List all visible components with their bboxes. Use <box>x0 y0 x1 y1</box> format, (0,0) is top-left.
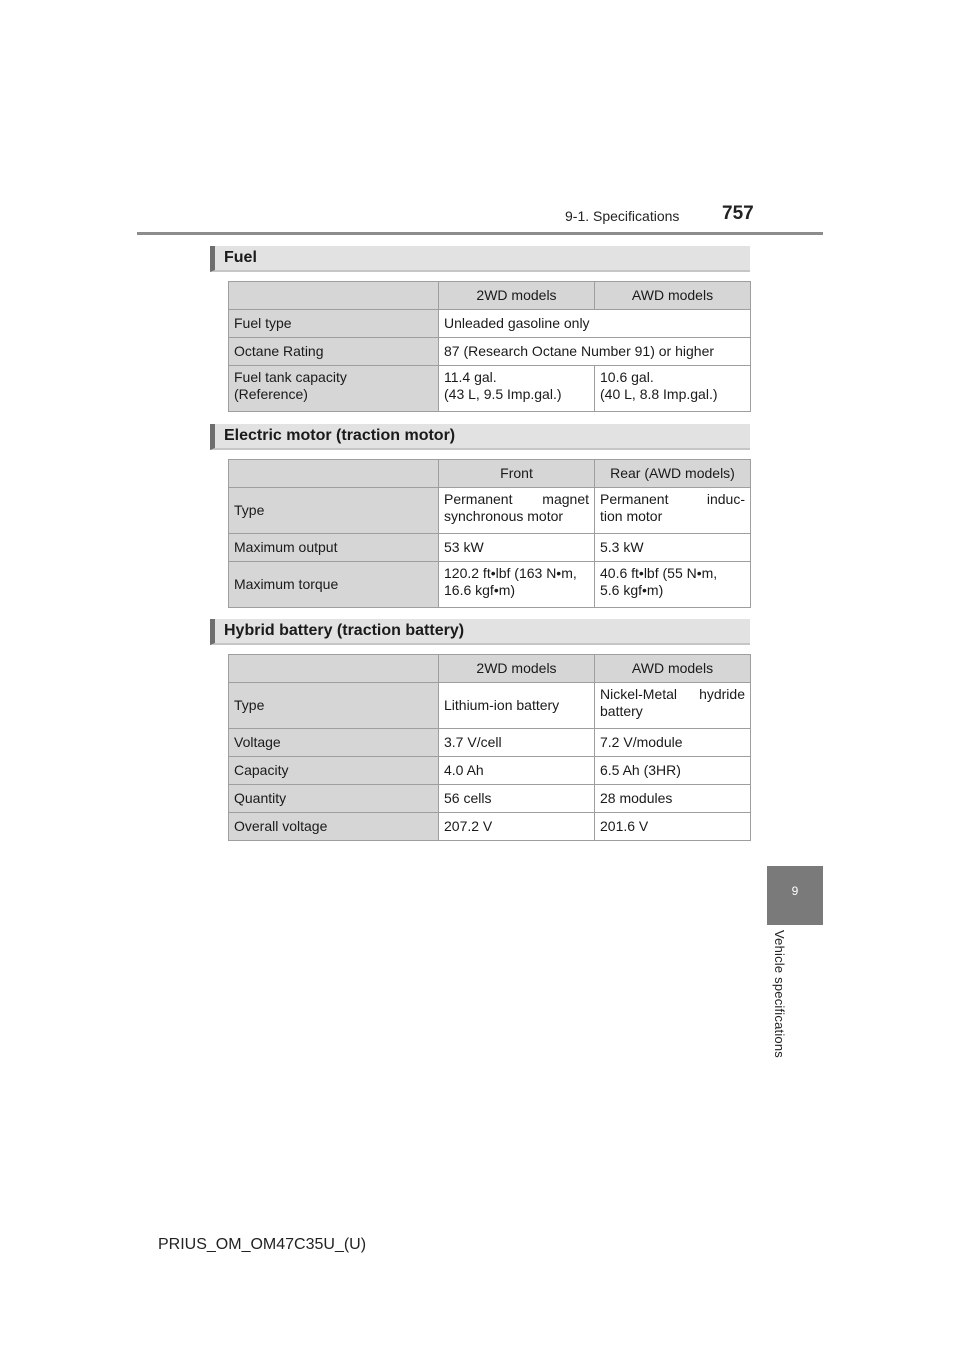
label-line: Fuel tank capacity <box>234 369 347 385</box>
table-row <box>229 813 751 841</box>
cell-line: (43 L, 9.5 Imp.gal.) <box>444 386 562 402</box>
table-cell: 53 kW <box>439 534 595 562</box>
battery-section-title: Hybrid battery (traction battery) <box>224 622 465 639</box>
table-cell <box>595 683 751 729</box>
table-cell: Unleaded gasoline only <box>439 310 751 338</box>
table-cell: 201.6 V <box>595 813 751 841</box>
table-header-row <box>229 655 751 683</box>
table-row <box>229 683 751 729</box>
row-label: Maximum output <box>229 534 439 562</box>
table-row <box>229 310 751 338</box>
header-cell: AWD models <box>595 655 751 683</box>
cell-line: Permanent induc- <box>600 491 745 507</box>
row-label: Overall voltage <box>229 813 439 841</box>
battery-table <box>228 654 751 841</box>
header-cell <box>229 460 439 488</box>
header-cell: 2WD models <box>439 282 595 310</box>
cell-line: 10.6 gal. <box>600 369 654 385</box>
fuel-table <box>228 281 751 412</box>
table-cell: 3.7 V/cell <box>439 729 595 757</box>
motor-section-heading <box>210 424 750 450</box>
table-cell <box>439 562 595 608</box>
row-label: Quantity <box>229 785 439 813</box>
cell-line: tion motor <box>600 508 663 524</box>
table-cell: 6.5 Ah (3HR) <box>595 757 751 785</box>
label-line: (Reference) <box>234 386 308 402</box>
chapter-tab-label: Vehicle specifications <box>772 930 787 1058</box>
table-cell: 87 (Research Octane Number 91) or higher <box>439 338 751 366</box>
fuel-section-heading <box>210 246 750 272</box>
cell-line: 16.6 kgf•m) <box>444 582 516 598</box>
motor-table <box>228 459 751 608</box>
row-label: Capacity <box>229 757 439 785</box>
table-row <box>229 785 751 813</box>
cell-line: 11.4 gal. <box>444 369 497 385</box>
table-cell: Lithium-ion battery <box>439 683 595 729</box>
cell-line: 5.6 kgf•m) <box>600 582 664 598</box>
cell-line: (40 L, 8.8 Imp.gal.) <box>600 386 718 402</box>
motor-section-title: Electric motor (traction motor) <box>224 427 456 444</box>
row-label: Type <box>229 683 439 729</box>
table-row <box>229 534 751 562</box>
row-label: Octane Rating <box>229 338 439 366</box>
table-cell <box>595 488 751 534</box>
table-cell: 56 cells <box>439 785 595 813</box>
header-divider <box>137 232 823 235</box>
table-cell: 28 modules <box>595 785 751 813</box>
header-cell: Front <box>439 460 595 488</box>
header-cell: Rear (AWD models) <box>595 460 751 488</box>
row-label: Voltage <box>229 729 439 757</box>
header-cell <box>229 655 439 683</box>
row-label: Type <box>229 488 439 534</box>
section-title: 9-1. Specifications <box>565 208 680 224</box>
fuel-section-title: Fuel <box>224 249 257 266</box>
cell-line: battery <box>600 703 643 719</box>
table-row <box>229 488 751 534</box>
table-header-row <box>229 282 751 310</box>
page-number: 757 <box>722 203 754 224</box>
cell-line: Nickel-Metal hydride <box>600 686 745 702</box>
table-header-row <box>229 460 751 488</box>
header-cell: 2WD models <box>439 655 595 683</box>
cell-line: 120.2 ft•lbf (163 N•m, <box>444 565 577 581</box>
table-cell: 207.2 V <box>439 813 595 841</box>
header-cell: AWD models <box>595 282 751 310</box>
table-row <box>229 562 751 608</box>
document-id: PRIUS_OM_OM47C35U_(U) <box>158 1236 367 1253</box>
cell-line: Permanent magnet <box>444 491 589 507</box>
chapter-tab <box>767 866 823 925</box>
chapter-number: 9 <box>791 884 799 898</box>
table-cell: 7.2 V/module <box>595 729 751 757</box>
cell-line: 40.6 ft•lbf (55 N•m, <box>600 565 718 581</box>
battery-section-heading <box>210 619 750 645</box>
header-cell <box>229 282 439 310</box>
table-row <box>229 757 751 785</box>
table-cell: 5.3 kW <box>595 534 751 562</box>
row-label <box>229 366 439 412</box>
cell-line: synchronous motor <box>444 508 564 524</box>
table-row <box>229 338 751 366</box>
table-cell: 4.0 Ah <box>439 757 595 785</box>
table-cell <box>439 366 595 412</box>
row-label: Maximum torque <box>229 562 439 608</box>
table-cell <box>595 366 751 412</box>
table-cell <box>595 562 751 608</box>
table-row <box>229 366 751 412</box>
table-cell <box>439 488 595 534</box>
row-label: Fuel type <box>229 310 439 338</box>
table-row <box>229 729 751 757</box>
